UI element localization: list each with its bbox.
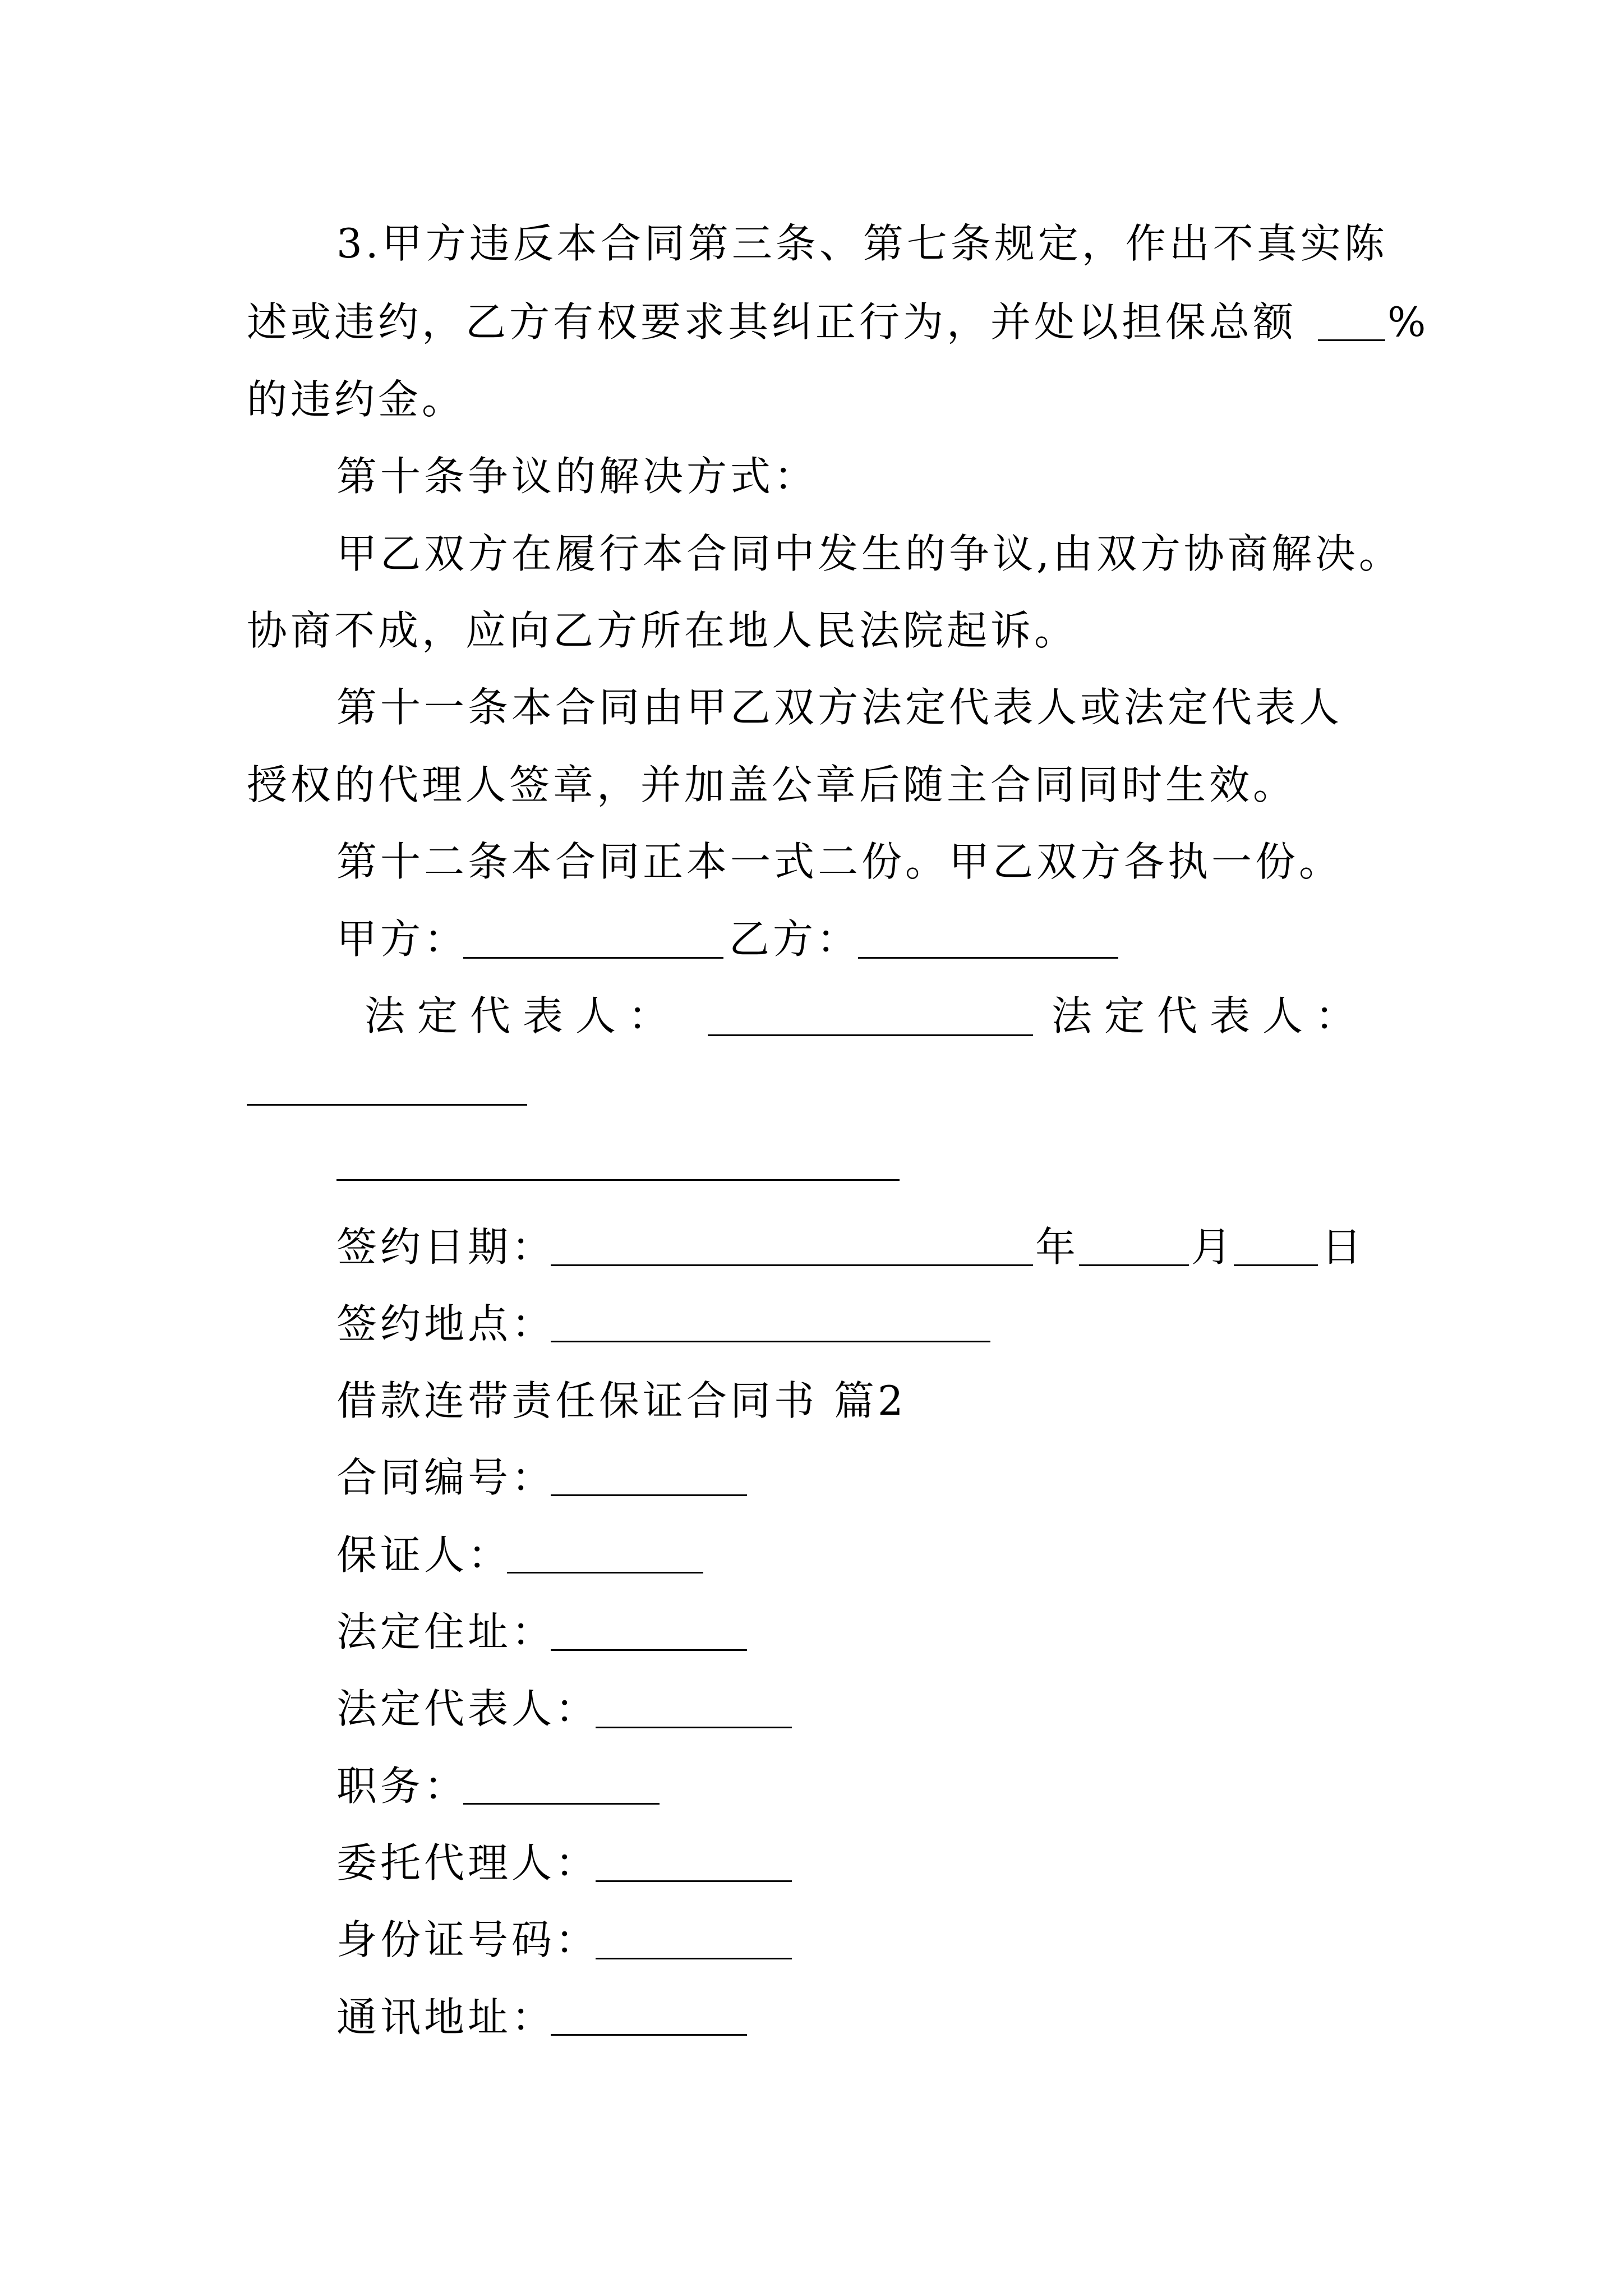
clause-3-line-2: 述或违约，乙方有权要求其纠正行为，并处以担保总额 <box>247 298 1297 346</box>
article-11-line-1: 第十一条本合同由甲乙双方法定代表人或法定代表人 <box>336 684 1343 731</box>
month-label: 月 <box>1191 1223 1235 1271</box>
day-label: 日 <box>1321 1223 1366 1271</box>
id-number-label: 身份证号码： <box>336 1916 600 1963</box>
clause-3-line-1: 3.甲方违反本合同第三条、第七条规定，作出不真实陈 <box>336 220 1388 267</box>
position-blank <box>463 1803 660 1805</box>
sign-place-blank <box>551 1341 990 1342</box>
guarantor-label: 保证人： <box>336 1531 512 1579</box>
guarantor-blank <box>507 1572 703 1573</box>
sign-date-month-blank <box>1079 1264 1189 1266</box>
clause-3-line-3: 的违约金。 <box>247 376 466 423</box>
position-label: 职务： <box>336 1763 468 1810</box>
percent-sign: % <box>1387 298 1430 346</box>
article-12: 第十二条本合同正本一式二份。甲乙双方各执一份。 <box>336 838 1343 885</box>
id-number-blank <box>596 1958 792 1959</box>
article-10-line-2: 协商不成，应向乙方所在地人民法院起诉。 <box>247 607 1078 654</box>
article-10-line-1: 甲乙双方在履行本合同中发生的争议,由双方协商解决。 <box>336 530 1403 577</box>
party-a-blank <box>463 957 723 959</box>
party-b-blank <box>858 957 1118 959</box>
agent-label: 委托代理人： <box>336 1839 600 1887</box>
sign-date-day-blank <box>1234 1264 1318 1266</box>
sign-date-year-blank <box>551 1264 1033 1266</box>
mail-address-label: 通讯地址： <box>336 1994 556 2041</box>
penalty-percent-blank <box>1318 339 1385 341</box>
article-11-line-2: 授权的代理人签章，并加盖公章后随主合同同时生效。 <box>247 761 1297 808</box>
party-b-label: 乙方： <box>729 915 861 963</box>
legal-address-label: 法定住址： <box>336 1608 556 1655</box>
sign-date-label: 签约日期： <box>336 1223 556 1271</box>
year-label: 年 <box>1035 1223 1080 1271</box>
mail-address-blank <box>551 2034 747 2036</box>
legal-rep-label: 法定代表人： <box>336 1685 600 1732</box>
contract-no-blank <box>551 1494 747 1496</box>
legal-rep-blank <box>596 1727 792 1728</box>
sign-place-label: 签约地点： <box>336 1300 556 1347</box>
legal-rep-a-label: 法定代表人： <box>365 992 681 1039</box>
legal-rep-b-blank-line-2 <box>336 1179 900 1181</box>
party-a-label: 甲方： <box>336 915 468 963</box>
agent-blank <box>596 1880 792 1882</box>
legal-rep-b-blank-line-1 <box>247 1104 527 1106</box>
contract-2-heading: 借款连带责任保证合同书 篇2 <box>336 1377 907 1424</box>
legal-rep-a-blank <box>708 1034 1033 1036</box>
legal-rep-b-label: 法定代表人： <box>1052 992 1368 1039</box>
article-10-title: 第十条争议的解决方式： <box>336 453 818 500</box>
legal-address-blank <box>551 1649 747 1651</box>
contract-no-label: 合同编号： <box>336 1454 556 1501</box>
